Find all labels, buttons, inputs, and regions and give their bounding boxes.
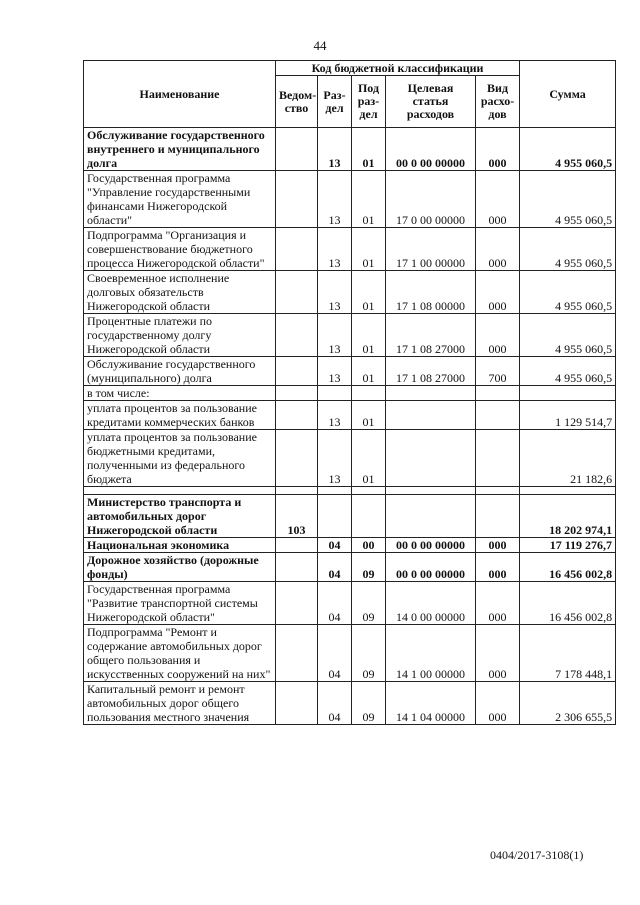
cell-vid-rashodov — [476, 430, 520, 487]
cell-razdel — [318, 386, 352, 401]
cell-celevaya-statya: 00 0 00 00000 — [386, 128, 476, 171]
table-row — [84, 430, 616, 487]
cell-razdel: 13 — [318, 171, 352, 228]
cell-summa: 1 129 514,7 — [520, 401, 616, 430]
cell-name: Обслуживание государственного внутреннего и муниципального долга — [84, 128, 276, 171]
cell-name: Дорожное хозяйство (дорожные фонды) — [84, 553, 276, 582]
cell-podrazdel: 01 — [352, 128, 386, 171]
cell-name: Национальная экономика — [84, 538, 276, 553]
cell-vedomstvo — [276, 487, 318, 495]
cell-podrazdel — [352, 386, 386, 401]
table-row — [84, 171, 616, 228]
cell-vid-rashodov: 000 — [476, 271, 520, 314]
cell-vedomstvo: 103 — [276, 495, 318, 538]
cell-name: Подпрограмма "Организация и совершенствование бюджетного процесса Нижегородской области" — [84, 228, 276, 271]
cell-vid-rashodov — [476, 495, 520, 538]
cell-name: Обслуживание государственного (муниципального) долга — [84, 357, 276, 386]
cell-celevaya-statya: 17 1 08 00000 — [386, 271, 476, 314]
cell-celevaya-statya — [386, 386, 476, 401]
cell-vid-rashodov: 000 — [476, 314, 520, 357]
cell-name: уплата процентов за пользование кредитами коммерческих банков — [84, 401, 276, 430]
cell-vedomstvo — [276, 357, 318, 386]
table-row — [84, 487, 616, 495]
header-celevaya: Целевая статья расходов — [386, 76, 476, 128]
cell-vid-rashodov — [476, 487, 520, 495]
cell-summa: 4 955 060,5 — [520, 128, 616, 171]
cell-celevaya-statya: 14 0 00 00000 — [386, 582, 476, 625]
cell-summa — [520, 386, 616, 401]
cell-celevaya-statya: 00 0 00 00000 — [386, 538, 476, 553]
cell-vedomstvo — [276, 314, 318, 357]
cell-summa: 4 955 060,5 — [520, 357, 616, 386]
cell-razdel: 13 — [318, 228, 352, 271]
cell-vedomstvo — [276, 386, 318, 401]
cell-celevaya-statya — [386, 401, 476, 430]
cell-vid-rashodov — [476, 386, 520, 401]
document-code: 0404/2017-3108(1) — [490, 848, 584, 862]
cell-podrazdel: 00 — [352, 538, 386, 553]
cell-vedomstvo — [276, 228, 318, 271]
cell-razdel: 13 — [318, 128, 352, 171]
cell-razdel: 13 — [318, 357, 352, 386]
cell-vedomstvo — [276, 271, 318, 314]
table-row — [84, 582, 616, 625]
table-row — [84, 495, 616, 538]
cell-vedomstvo — [276, 171, 318, 228]
cell-vid-rashodov: 000 — [476, 171, 520, 228]
cell-name — [84, 487, 276, 495]
cell-podrazdel: 01 — [352, 430, 386, 487]
cell-podrazdel: 09 — [352, 625, 386, 682]
cell-vid-rashodov: 000 — [476, 228, 520, 271]
cell-razdel: 04 — [318, 582, 352, 625]
cell-celevaya-statya: 17 1 08 27000 — [386, 357, 476, 386]
cell-vid-rashodov: 000 — [476, 682, 520, 725]
cell-vid-rashodov: 700 — [476, 357, 520, 386]
cell-vedomstvo — [276, 553, 318, 582]
cell-razdel: 13 — [318, 314, 352, 357]
cell-name: Своевременное исполнение долговых обязательств Нижегородской области — [84, 271, 276, 314]
budget-table — [83, 60, 616, 725]
cell-summa: 17 119 276,7 — [520, 538, 616, 553]
cell-vedomstvo — [276, 582, 318, 625]
table-row — [84, 314, 616, 357]
table-row — [84, 357, 616, 386]
cell-razdel: 04 — [318, 682, 352, 725]
cell-celevaya-statya: 17 0 00 00000 — [386, 171, 476, 228]
cell-razdel: 04 — [318, 553, 352, 582]
cell-podrazdel: 01 — [352, 171, 386, 228]
cell-name: Процентные платежи по государственному долгу Нижегородской области — [84, 314, 276, 357]
cell-podrazdel — [352, 487, 386, 495]
table-row — [84, 682, 616, 725]
cell-razdel: 13 — [318, 401, 352, 430]
cell-summa: 4 955 060,5 — [520, 228, 616, 271]
cell-podrazdel: 01 — [352, 357, 386, 386]
header-vedomstvo: Ведом-ство — [276, 76, 318, 128]
cell-podrazdel — [352, 495, 386, 538]
header-summa: Сумма — [520, 61, 616, 128]
table-row — [84, 386, 616, 401]
cell-razdel: 13 — [318, 430, 352, 487]
table-row — [84, 625, 616, 682]
header-name: Наименование — [84, 61, 276, 128]
table-body — [84, 128, 616, 725]
cell-vid-rashodov — [476, 401, 520, 430]
cell-podrazdel: 01 — [352, 401, 386, 430]
cell-summa: 18 202 974,1 — [520, 495, 616, 538]
table-row — [84, 538, 616, 553]
table-row — [84, 553, 616, 582]
cell-vedomstvo — [276, 430, 318, 487]
table-row — [84, 228, 616, 271]
cell-celevaya-statya: 14 1 00 00000 — [386, 625, 476, 682]
cell-podrazdel: 09 — [352, 682, 386, 725]
cell-vedomstvo — [276, 538, 318, 553]
cell-name: уплата процентов за пользование бюджетными кредитами, полученными из федерального бюджета — [84, 430, 276, 487]
cell-summa: 2 306 655,5 — [520, 682, 616, 725]
cell-razdel: 13 — [318, 271, 352, 314]
cell-vid-rashodov: 000 — [476, 625, 520, 682]
header-razdel: Раз-дел — [318, 76, 352, 128]
cell-summa: 21 182,6 — [520, 430, 616, 487]
cell-celevaya-statya — [386, 487, 476, 495]
cell-vedomstvo — [276, 625, 318, 682]
cell-vedomstvo — [276, 401, 318, 430]
cell-name: Капитальный ремонт и ремонт автомобильных дорог общего пользования местного значения — [84, 682, 276, 725]
cell-celevaya-statya: 17 1 00 00000 — [386, 228, 476, 271]
cell-name: Министерство транспорта и автомобильных дорог Нижегородской области — [84, 495, 276, 538]
cell-vid-rashodov: 000 — [476, 538, 520, 553]
cell-vedomstvo — [276, 682, 318, 725]
cell-summa: 4 955 060,5 — [520, 171, 616, 228]
cell-podrazdel: 09 — [352, 553, 386, 582]
cell-podrazdel: 01 — [352, 271, 386, 314]
cell-razdel: 04 — [318, 538, 352, 553]
cell-vid-rashodov: 000 — [476, 128, 520, 171]
cell-summa: 4 955 060,5 — [520, 314, 616, 357]
cell-summa: 7 178 448,1 — [520, 625, 616, 682]
cell-podrazdel: 01 — [352, 228, 386, 271]
cell-celevaya-statya: 17 1 08 27000 — [386, 314, 476, 357]
cell-celevaya-statya: 00 0 00 00000 — [386, 553, 476, 582]
cell-podrazdel: 09 — [352, 582, 386, 625]
cell-celevaya-statya — [386, 430, 476, 487]
cell-vid-rashodov: 000 — [476, 553, 520, 582]
cell-name: Государственная программа "Управление государственными финансами Нижегородской области" — [84, 171, 276, 228]
cell-celevaya-statya: 14 1 04 00000 — [386, 682, 476, 725]
cell-razdel — [318, 495, 352, 538]
header-podrazdel: Под раз-дел — [352, 76, 386, 128]
cell-celevaya-statya — [386, 495, 476, 538]
cell-name: в том числе: — [84, 386, 276, 401]
cell-summa: 4 955 060,5 — [520, 271, 616, 314]
cell-summa: 16 456 002,8 — [520, 582, 616, 625]
cell-summa — [520, 487, 616, 495]
cell-summa: 16 456 002,8 — [520, 553, 616, 582]
table-row — [84, 271, 616, 314]
table-row — [84, 401, 616, 430]
table-row — [84, 128, 616, 171]
header-vid: Вид расхо-дов — [476, 76, 520, 128]
header-classification-group: Код бюджетной классификации — [276, 61, 520, 76]
cell-vid-rashodov: 000 — [476, 582, 520, 625]
cell-vedomstvo — [276, 128, 318, 171]
cell-razdel: 04 — [318, 625, 352, 682]
cell-podrazdel: 01 — [352, 314, 386, 357]
cell-name: Подпрограмма "Ремонт и содержание автомобильных дорог общего пользования и искусственных сооружений на них" — [84, 625, 276, 682]
page-number: 44 — [313, 38, 327, 53]
cell-razdel — [318, 487, 352, 495]
cell-name: Государственная программа "Развитие транспортной системы Нижегородской области" — [84, 582, 276, 625]
